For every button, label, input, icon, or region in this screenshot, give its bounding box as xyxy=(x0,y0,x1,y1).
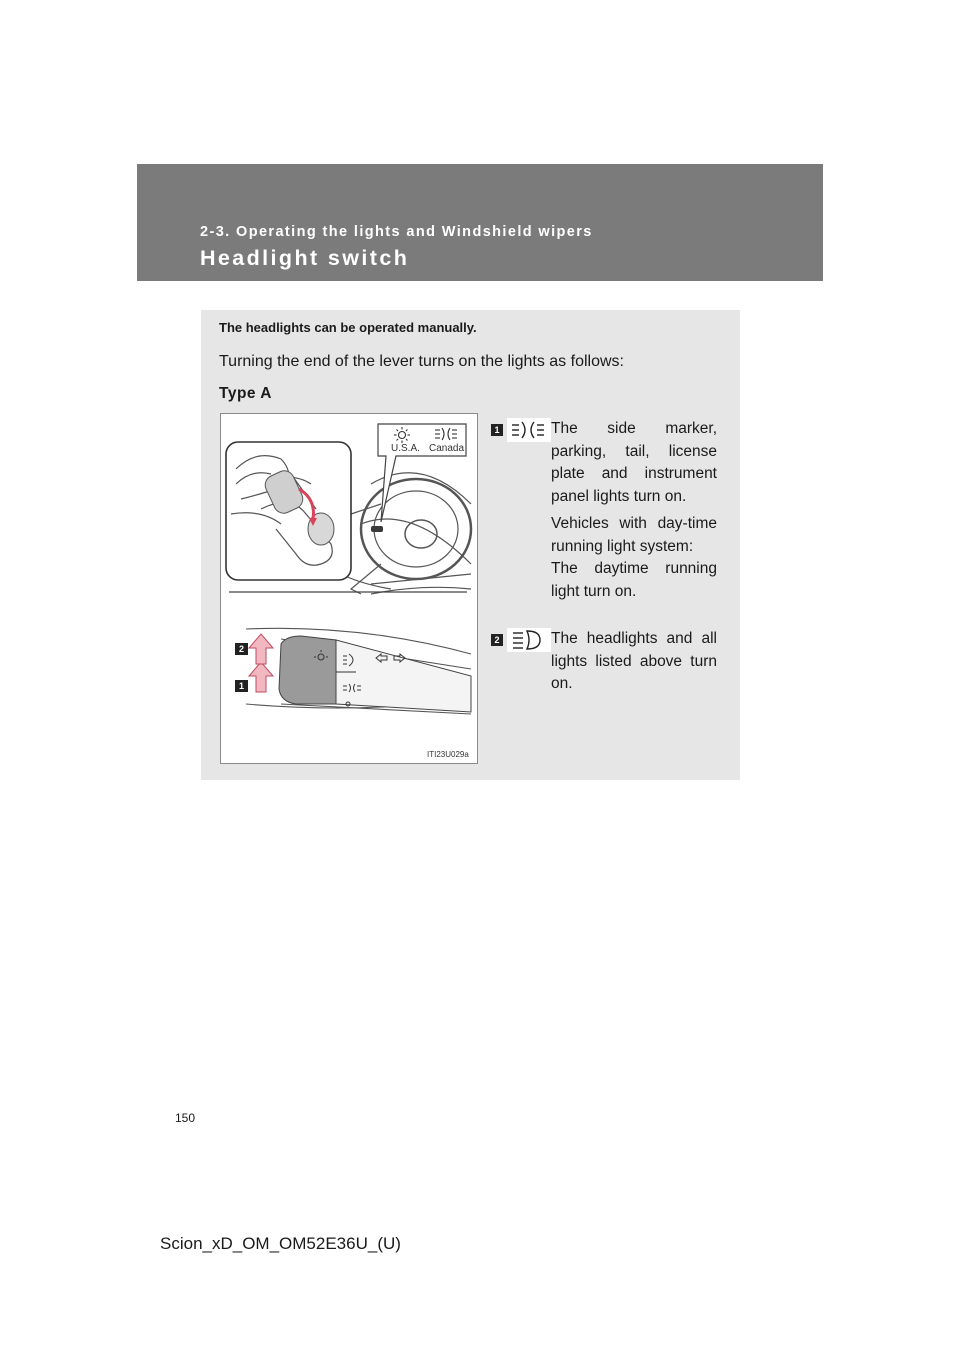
usa-label: U.S.A. xyxy=(391,443,420,454)
item-note-detail: The daytime running light turn on. xyxy=(551,560,717,600)
intro-text: The headlights can be operated manually. xyxy=(219,320,477,335)
type-heading: Type A xyxy=(219,385,272,402)
page-number: 150 xyxy=(175,1111,196,1125)
figure-id: ITI23U029a xyxy=(427,750,469,759)
item-description-2 xyxy=(551,628,717,696)
lever-drawing xyxy=(221,414,477,763)
section-header-band xyxy=(137,164,823,281)
page-title: Headlight switch xyxy=(200,246,410,270)
figure-marker-2: 2 xyxy=(235,643,248,655)
side-marker-lights-icon xyxy=(507,418,551,442)
headlight-icon xyxy=(507,628,551,652)
item-number-badge: 1 xyxy=(491,424,503,436)
item-text: The side marker, parking, tail, license plate and instrument panel lights turn on. xyxy=(551,420,717,505)
document-code: Scion_xD_OM_OM52E36U_(U) xyxy=(160,1234,401,1253)
content-panel xyxy=(201,310,740,780)
lever-illustration xyxy=(220,413,478,764)
item-note: Vehicles with day-time running light system: xyxy=(551,515,717,555)
instruction-text: Turning the end of the lever turns on the lights as follows: xyxy=(219,353,624,370)
canada-label: Canada xyxy=(429,443,465,454)
section-label: 2-3. Operating the lights and Windshield wipers xyxy=(200,224,593,240)
arrow-position-2 xyxy=(249,634,273,664)
item-text: The headlights and all lights listed above turn on. xyxy=(551,630,717,692)
item-number-badge: 2 xyxy=(491,634,503,646)
figure-marker-1: 1 xyxy=(235,680,248,692)
item-description-1 xyxy=(551,418,717,603)
arrow-position-1 xyxy=(249,662,273,692)
